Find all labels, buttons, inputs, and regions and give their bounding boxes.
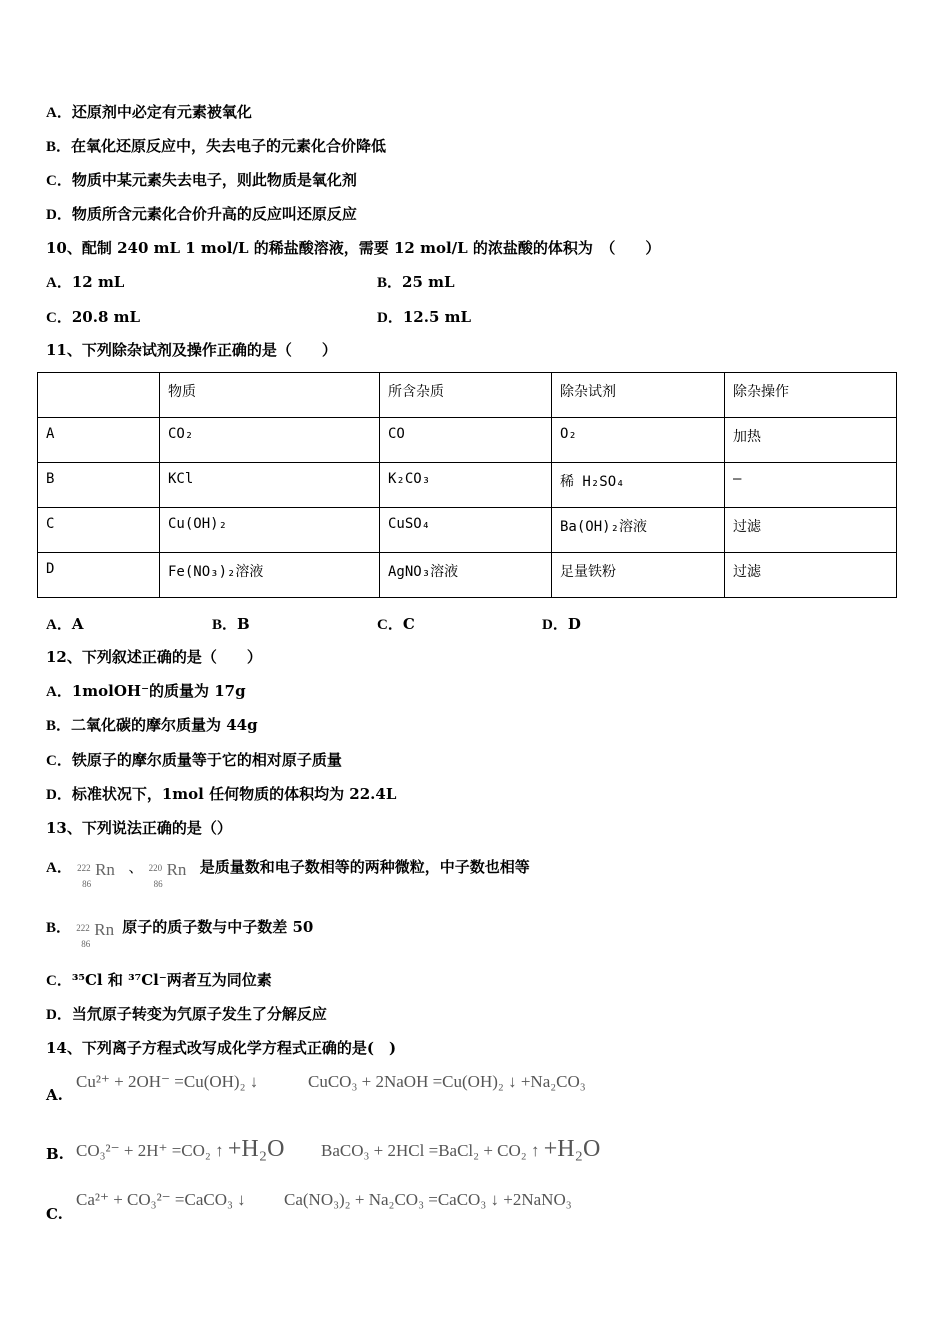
table-row — [38, 508, 897, 553]
q10-option-a: A．12 mL — [46, 273, 125, 291]
q12-option-d: D．标准状况下，1mol 任何物质的体积均为 22.4L — [46, 785, 397, 803]
q10-option-c: C．20.8 mL — [46, 308, 141, 326]
q11-stem: 11、下列除杂试剂及操作正确的是（ ） — [46, 341, 337, 359]
table-cell: 足量铁粉 — [552, 553, 725, 598]
table-cell: — — [725, 463, 897, 508]
nuclide-rn222: 222 86 Rn — [76, 920, 115, 949]
q14-stem: 14、下列离子方程式改写成化学方程式正确的是( ) — [46, 1039, 397, 1057]
q11-option-d: D．D — [542, 615, 581, 633]
table-cell: Cu(OH)₂ — [160, 508, 380, 553]
q14-option-b-label: B. — [46, 1145, 64, 1163]
q12-option-a: A．1molOH⁻的质量为 17g — [46, 682, 246, 700]
table-header-cell: 所含杂质 — [380, 373, 552, 418]
q11-option-b: B．B — [212, 615, 250, 633]
q13-option-d: D．当氘原子转变为氕原子发生了分解反应 — [46, 1005, 327, 1023]
q14-c-chemical-equation: Ca(NO₃)₂ + Na₂CO₃ =CaCO₃ ↓ +2NaNO₃ — [284, 1190, 572, 1209]
q13-option-a: A． 222 86 Rn 、 220 86 Rn 是质量数和电子数相等的两种微粒，中子数也相等 — [46, 852, 530, 883]
table-header-row — [38, 373, 897, 418]
table-cell: Fe(NO₃)₂溶液 — [160, 553, 380, 598]
q14-b-chemical-equation: BaCO₃ + 2HCl =BaCl₂ + CO₂ ↑ +H₂O — [321, 1136, 601, 1162]
table-cell: AgNO₃溶液 — [380, 553, 552, 598]
q10-stem: 10、配制 240 mL 1 mol/L 的稀盐酸溶液，需要 12 mol/L 的浓盐酸的体积为 （ ） — [46, 239, 661, 257]
table-cell: 加热 — [725, 418, 897, 463]
table-cell: CO₂ — [160, 418, 380, 463]
table-row — [38, 418, 897, 463]
table-cell: A — [38, 418, 160, 463]
table-cell: K₂CO₃ — [380, 463, 552, 508]
q11-option-a: A．A — [46, 615, 84, 633]
table-cell: B — [38, 463, 160, 508]
q11-option-c: C．C — [377, 615, 415, 633]
table-header-cell: 除杂操作 — [725, 373, 897, 418]
q14-c-ionic-equation: Ca²⁺ + CO₃²⁻ =CaCO₃ ↓ — [76, 1190, 246, 1209]
q14-a-ionic-equation: Cu²⁺ + 2OH⁻ =Cu(OH)₂ ↓ — [76, 1072, 259, 1091]
q10-option-b: B．25 mL — [377, 273, 455, 291]
table-header-cell: 除杂试剂 — [552, 373, 725, 418]
q14-option-a-label: A. — [46, 1086, 63, 1104]
q12-stem: 12、下列叙述正确的是（ ） — [46, 648, 262, 666]
table-cell: O₂ — [552, 418, 725, 463]
q10-option-d: D．12.5 mL — [377, 308, 472, 326]
q13-option-c: C．³⁵Cl 和 ³⁷Cl⁻两者互为同位素 — [46, 971, 272, 989]
q14-a-chemical-equation: CuCO₃ + 2NaOH =Cu(OH)₂ ↓ +Na₂CO₃ — [308, 1072, 586, 1091]
table-cell: 过滤 — [725, 508, 897, 553]
q13-stem: 13、下列说法正确的是（） — [46, 819, 232, 837]
table-cell: 过滤 — [725, 553, 897, 598]
nuclide-rn220: 220 86 Rn — [148, 860, 187, 889]
q9-option-b: B．在氧化还原反应中，失去电子的元素化合价降低 — [46, 137, 387, 155]
q9-option-c: C．物质中某元素失去电子，则此物质是氧化剂 — [46, 171, 357, 189]
table-row — [38, 463, 897, 508]
q14-b-ionic-equation: CO₃²⁻ + 2H⁺ =CO₂ ↑ +H₂O — [76, 1136, 285, 1162]
q9-option-d: D．物质所含元素化合价升高的反应叫还原反应 — [46, 205, 357, 223]
table-cell: CuSO₄ — [380, 508, 552, 553]
table-header-cell — [38, 373, 160, 418]
table-cell: C — [38, 508, 160, 553]
table-cell: Ba(OH)₂溶液 — [552, 508, 725, 553]
q14-option-c-label: C. — [46, 1205, 63, 1223]
table-cell: 稀 H₂SO₄ — [552, 463, 725, 508]
table-header-cell: 物质 — [160, 373, 380, 418]
table-cell: KCl — [160, 463, 380, 508]
q13-option-b: B． 222 86 Rn 原子的质子数与中子数差 50 — [46, 912, 313, 943]
q9-option-a: A．还原剂中必定有元素被氧化 — [46, 103, 252, 121]
q11-table — [37, 372, 897, 598]
table-cell: D — [38, 553, 160, 598]
table-row — [38, 553, 897, 598]
table-cell: CO — [380, 418, 552, 463]
q12-option-c: C．铁原子的摩尔质量等于它的相对原子质量 — [46, 751, 342, 769]
nuclide-rn222: 222 86 Rn — [77, 860, 115, 889]
q12-option-b: B．二氧化碳的摩尔质量为 44g — [46, 716, 258, 734]
